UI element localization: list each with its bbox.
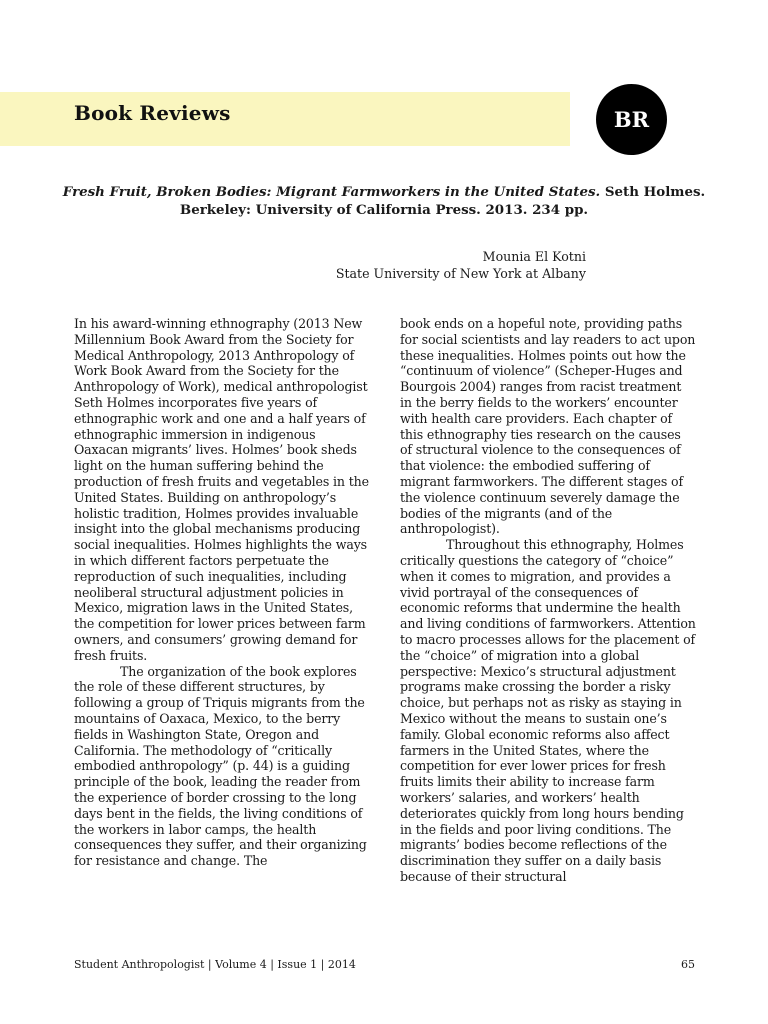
paragraph: Throughout this ethnography, Holmes critically questions the category of “choice” when it comes to migration, and provides a vivid portrayal of the consequences of economic reforms that undermine the health and living conditions of farmworkers. Attention to macro processes allows for the placement of the “choice” of migration into a global perspective: Mexico’s structural adjustment programs make crossing the border a risky choice, but perhaps not as risky as staying in Mexico without the means to sustain one’s family. Global economic reforms also affect farmers in the United States, where the competition for ever lower prices for fresh fruits limits their ability to increase farm workers’ salaries, and workers’ health deteriorates quickly from long hours bending in the fields and poor living conditions. The migrants’ bodies become reflections of the discrimination they suffer on a daily basis because of their structural [400, 537, 696, 884]
book-publisher: Berkeley: University of California Press. 2013. 234 pp. [179, 202, 589, 218]
right-column [400, 316, 696, 885]
journal-info: Student Anthropologist | Volume 4 | Issue 1 | 2014 [74, 958, 356, 971]
book-title: Fresh Fruit, Broken Bodies: Migrant Farmworkers in the United States. [62, 184, 601, 200]
reviewer-affiliation: State University of New York at Albany [335, 266, 586, 281]
page-number: 65 [681, 958, 695, 971]
reviewer-block [336, 248, 586, 282]
paragraph: In his award-winning ethnography (2013 New Millennium Book Award from the Society for Medical Anthropology, 2013 Anthropology of Work Book Award from the Society for the Anthropology of Work), medical anthropologist Seth Holmes incorporates five years of ethnographic work and one and a half years of ethnographic immersion in indigenous Oaxacan migrants’ lives. Holmes’ book sheds light on the human suffering behind the production of fresh fruits and vegetables in the United States. Building on anthropology’s holistic tradition, Holmes provides invaluable insight into the global mechanisms producing social inequalities. Holmes highlights the ways in which different factors perpetuate the reproduction of such inequalities, including neoliberal structural adjustment policies in Mexico, migration laws in the United States, the competition for lower prices between farm owners, and consumers’ growing demand for fresh fruits. [74, 316, 369, 663]
book-author: Seth Holmes. [600, 184, 706, 200]
reviewer-name: Mounia El Kotni [482, 249, 586, 264]
section-badge: BR [596, 84, 667, 155]
left-column [74, 316, 370, 869]
book-citation [60, 183, 708, 219]
section-title: Book Reviews [74, 101, 231, 125]
page-footer [74, 958, 695, 971]
paragraph: The organization of the book explores the role of these different structures, by following a group of Triquis migrants from the mountains of Oaxaca, Mexico, to the berry fields in Washington State, Oregon and California. The methodology of “critically embodied anthropology” (p. 44) is a guiding principle of the book, leading the reader from the experience of border crossing to the long days bent in the fields, the living conditions of the workers in labor camps, the health consequences they suffer, and their organizing for resistance and change. The [74, 663, 367, 869]
paragraph: book ends on a hopeful note, providing paths for social scientists and lay readers to act upon these inequalities. Holmes points out how the “continuum of violence” (Scheper-Huges and Bourgois 2004) ranges from racist treatment in the berry fields to the workers’ encounter with health care providers. Each chapter of this ethnography ties research on the causes of structural violence to the consequences of that violence: the embodied suffering of migrant farmworkers. The different stages of the violence continuum severely damage the bodies of the migrants (and of the anthropologist). [400, 316, 696, 537]
